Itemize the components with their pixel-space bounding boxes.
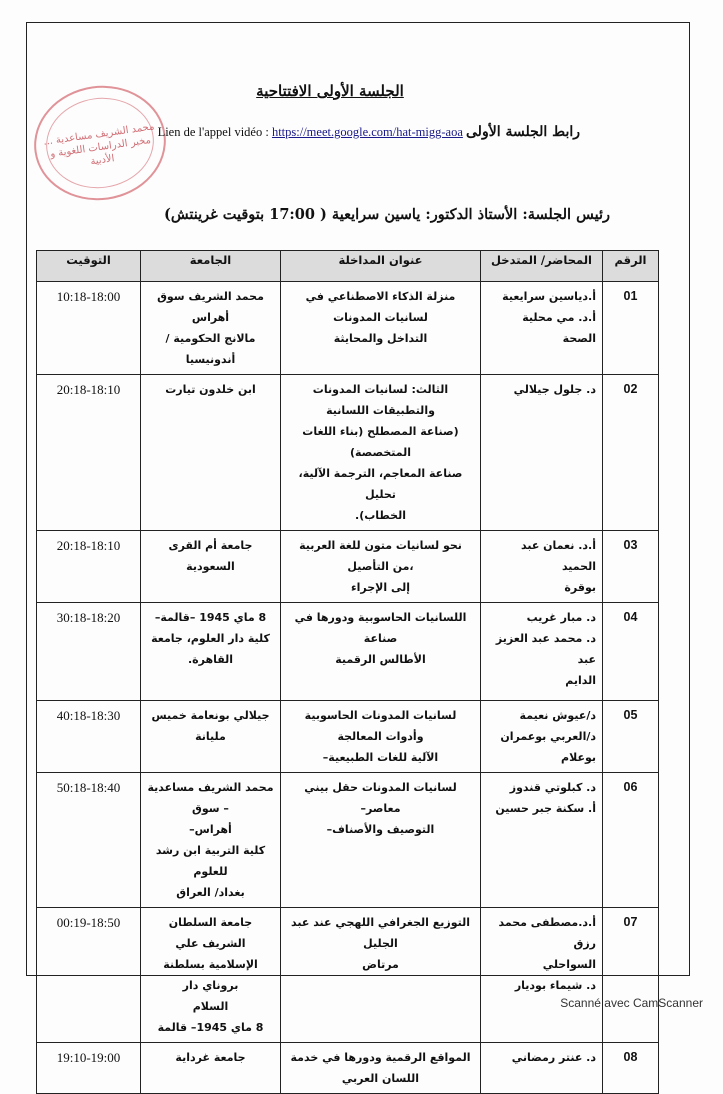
row-number: 07 [603, 908, 659, 1043]
header-speaker: المحاضر/ المتدخل [481, 251, 603, 282]
time-cell: 19:10-19:00 [37, 1043, 141, 1094]
table-body [37, 282, 659, 1094]
table-row [37, 908, 659, 1043]
university-cell [141, 603, 281, 701]
university-cell [141, 1043, 281, 1094]
speaker-cell-line: د/عيوش نعيمة [519, 709, 596, 722]
university-cell [141, 282, 281, 375]
speaker-cell-line: د/العربي بوعمران بوعلام [500, 730, 596, 764]
speaker-cell-line: د. محمد عبد العزيز عبد [495, 632, 596, 666]
row-number: 04 [603, 603, 659, 701]
talk-title-cell [281, 531, 481, 603]
time-cell: 10:18-18:00 [37, 282, 141, 375]
university-cell-line: كلية دار العلوم، جامعة القاهرة. [151, 632, 270, 666]
talk-title-cell-line: الخطاب). [355, 509, 406, 522]
talk-title-cell-line: التداخل والمحايثة [333, 332, 428, 345]
table-row [37, 282, 659, 375]
university-cell-line: جامعة السلطان الشريف علي [168, 916, 253, 950]
header-time: التوقيت [37, 251, 141, 282]
row-number: 08 [603, 1043, 659, 1094]
university-cell-line: 8 ماي 1945 –قالمة– [154, 611, 267, 624]
speaker-cell [481, 282, 603, 375]
university-cell [141, 375, 281, 531]
table-row [37, 1043, 659, 1094]
row-number: 05 [603, 701, 659, 773]
university-cell-line: جيلالي بونعامة خميس مليانة [151, 709, 270, 743]
talk-title-cell-line: الأطالس الرقمية [335, 653, 426, 666]
speaker-cell [481, 1043, 603, 1094]
university-cell [141, 531, 281, 603]
university-cell-line: 8 ماي 1945– قالمة [157, 1021, 264, 1034]
speaker-cell-line: أ.د. نعمان عبد الحميد [520, 539, 596, 573]
talk-title-cell-line: التوزيع الجغرافي اللهجي عند عبد الجليل [291, 916, 470, 950]
talk-title-cell [281, 773, 481, 908]
speaker-cell-line: أ.دياسين سرايعية [502, 290, 596, 303]
university-cell-line: كلية التربية ابن رشد للعلوم [155, 844, 266, 878]
table-row [37, 531, 659, 603]
university-cell-line: محمد الشريف سوق أهراس [157, 290, 264, 324]
university-cell-line: جامعة غرداية [175, 1051, 246, 1064]
speaker-cell-line: أ. سكنة جبر حسين [495, 802, 596, 815]
talk-title-cell-line: لسانيات المدونات حقل بيني معاصر– [304, 781, 457, 815]
talk-title-cell [281, 375, 481, 531]
video-link-url[interactable]: https://meet.google.com/hat-migg-aoa [271, 125, 463, 139]
time-cell: 00:19-18:50 [37, 908, 141, 1043]
university-cell-line: محمد الشريف مساعدية – سوق [147, 781, 274, 815]
schedule-table [36, 250, 659, 1094]
university-cell [141, 701, 281, 773]
header-num: الرقم [603, 251, 659, 282]
scanner-watermark: Scanné avec CamScanner [560, 996, 703, 1010]
talk-title-cell-line: الآلية للغات الطبيعية– [322, 751, 439, 764]
table-row [37, 603, 659, 701]
video-link-line [130, 124, 580, 140]
speaker-cell [481, 531, 603, 603]
speaker-cell-line: د. عنتر رمضاني [511, 1051, 596, 1064]
row-number: 01 [603, 282, 659, 375]
university-cell-line: جامعة أم القرى [168, 539, 253, 552]
speaker-cell [481, 375, 603, 531]
university-cell-line: السعودية [186, 560, 235, 573]
speaker-cell [481, 701, 603, 773]
speaker-cell [481, 773, 603, 908]
talk-title-cell-line: مرتاض [362, 958, 399, 971]
time-cell: 20:18-18:10 [37, 531, 141, 603]
speaker-cell-line: د. مبار غريب [526, 611, 596, 624]
university-cell-line: السلام [192, 1000, 229, 1013]
speaker-cell-line: د. شيماء بوديار [514, 979, 596, 992]
speaker-cell-line: بوقرة [564, 581, 596, 594]
talk-title-cell-line: المواقع الرقمية ودورها في خدمة اللسان العربي [290, 1051, 471, 1085]
talk-title-cell-line: التوصيف والأصناف– [326, 823, 435, 836]
university-cell-line: الإسلامية بسلطنة بروناي دار [163, 958, 258, 992]
header-university: الجامعة [141, 251, 281, 282]
video-link-french: Lien de l'appel vidéo : [157, 125, 269, 139]
speaker-cell-line: د. كبلوتي قندوز [509, 781, 596, 794]
table-row [37, 701, 659, 773]
video-link-label: رابط الجلسة الأولى [466, 124, 580, 140]
header-title: عنوان المداخلة [281, 251, 481, 282]
talk-title-cell-line: (صناعة المصطلح (بناء اللغات المتخصصة) [302, 425, 459, 459]
speaker-cell-line: د. جلول جيلالي [513, 383, 596, 396]
university-cell-line: أهراس– [189, 823, 232, 836]
talk-title-cell-line: الثالث: لسانيات المدونات والتطبيقات اللسانية [312, 383, 449, 417]
talk-title-cell-line: اللسانيات الحاسوبية ودورها في صناعة [294, 611, 467, 645]
table-row [37, 773, 659, 908]
row-number: 02 [603, 375, 659, 531]
time-cell: 30:18-18:20 [37, 603, 141, 701]
university-cell [141, 908, 281, 1043]
time-cell: 20:18-18:10 [37, 375, 141, 531]
row-number: 03 [603, 531, 659, 603]
stamp-text: محمد الشريف مساعدية ... مخبر الدراسات اللغوية و الأدبية [42, 121, 156, 168]
talk-title-cell-line: منزلة الذكاء الاصطناعي في لسانيات المدونات [305, 290, 456, 324]
talk-title-cell [281, 908, 481, 1043]
talk-title-cell [281, 1043, 481, 1094]
speaker-cell [481, 603, 603, 701]
time-cell: 40:18-18:30 [37, 701, 141, 773]
talk-title-cell [281, 282, 481, 375]
university-cell-line: مالانج الحكومية / أندونيسيا [165, 332, 256, 366]
talk-title-cell [281, 701, 481, 773]
talk-title-cell [281, 603, 481, 701]
session-title: الجلسة الأولى الافتتاحية [256, 82, 404, 100]
speaker-cell-line: أ.د.مصطفى محمد رزق [498, 916, 596, 950]
speaker-cell [481, 908, 603, 1043]
talk-title-cell-line: إلى الإجراء [351, 581, 410, 594]
talk-title-cell-line: لسانيات المدونات الحاسوبية وأدوات المعالجة [304, 709, 457, 743]
table-header-row [37, 251, 659, 282]
speaker-cell-line: الدايم [565, 674, 596, 687]
university-cell [141, 773, 281, 908]
time-cell: 50:18-18:40 [37, 773, 141, 908]
university-cell-line: ابن خلدون تيارت [165, 383, 256, 396]
university-cell-line: بغداد/ العراق [176, 886, 245, 899]
speaker-cell-line: السواحلي [542, 958, 596, 971]
talk-title-cell-line: نحو لسانيات متون للغة العربية ،من التأصيل [299, 539, 462, 573]
talk-title-cell-line: صناعة المعاجم، الترجمة الآلية، تحليل [298, 467, 463, 501]
row-number: 06 [603, 773, 659, 908]
session-chair: رئيس الجلسة: الأستاذ الدكتور: ياسين سرايعية ( 17:00 بتوقيت غرينتش) [163, 206, 610, 223]
table-row [37, 375, 659, 531]
speaker-cell-line: أ.د. مي محلية الصحة [522, 311, 596, 345]
